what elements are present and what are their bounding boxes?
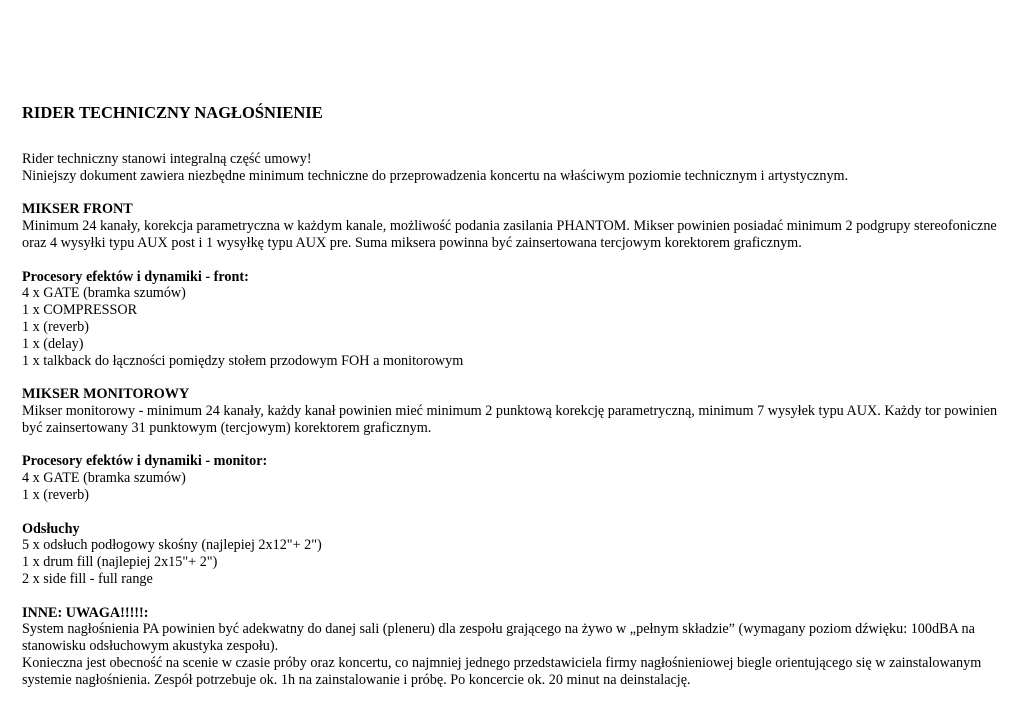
- intro-section: [22, 151, 1012, 185]
- list-item: 1 x talkback do łączności pomiędzy stołem przodowym FOH a monitorowym: [22, 352, 464, 369]
- mikser-front-heading: MIKSER FRONT: [22, 201, 133, 218]
- list-item: 1 x drum fill (najlepiej 2x15"+ 2"): [22, 554, 218, 571]
- intro-line-2: Niniejszy dokument zawiera niezbędne minimum techniczne do przeprowadzenia koncertu na właściwym poziomie technicznym i artystycznym.: [22, 167, 849, 184]
- list-item: 5 x odsłuch podłogowy skośny (najlepiej 2x12"+ 2"): [22, 537, 322, 554]
- list-item: 1 x (delay): [22, 335, 84, 352]
- inne-section: [22, 605, 1012, 689]
- list-item: 4 x GATE (bramka szumów): [22, 285, 186, 302]
- mikser-front-text: Minimum 24 kanały, korekcja parametryczna w każdym kanale, możliwość podania zasilania PHANTOM. Mikser powinien posiadać minimum 2 podgrupy stereofoniczne oraz 4 wysyłki typu AUX post i 1 wysyłkę typu AUX pre. Suma miksera powinna być zainsertowana tercjowym korektorem graficznym.: [22, 218, 997, 251]
- list-item: 4 x GATE (bramka szumów): [22, 470, 186, 487]
- odsluchy-heading: Odsłuchy: [22, 520, 80, 537]
- procesory-monitor-section: [22, 453, 1012, 503]
- list-item: 1 x COMPRESSOR: [22, 302, 138, 319]
- procesory-front-section: [22, 269, 1012, 370]
- mikser-monitorowy-heading: MIKSER MONITOROWY: [22, 386, 190, 403]
- procesory-front-heading: Procesory efektów i dynamiki - front:: [22, 268, 249, 285]
- mikser-front-section: [22, 201, 1012, 251]
- list-item: 1 x (reverb): [22, 486, 89, 503]
- mikser-monitorowy-text: Mikser monitorowy - minimum 24 kanały, każdy kanał powinien mieć minimum 2 punktową korekcję parametryczną, minimum 7 wysyłek typu AUX. Każdy tor powinien być zainsertowany 31 punktowym (tercjowym) korektorem graficznym.: [22, 402, 998, 436]
- document-title: RIDER TECHNICZNY NAGŁOŚNIENIE: [22, 103, 323, 122]
- inne-paragraph-1: System nagłośnienia PA powinien być adekwatny do danej sali (pleneru) dla zespołu grającego na żywo w „pełnym składzie” (wymagany poziom dźwięku: 100dBA na stanowisku odsłuchowym akustyka zespołu).: [22, 621, 975, 655]
- document-page: [22, 103, 1012, 689]
- list-item: 1 x (reverb): [22, 318, 89, 335]
- intro-line-1: Rider techniczny stanowi integralną część umowy!: [22, 151, 312, 167]
- procesory-monitor-heading: Procesory efektów i dynamiki - monitor:: [22, 453, 268, 470]
- inne-heading: INNE: UWAGA!!!!!:: [22, 604, 149, 621]
- inne-paragraph-2: Konieczna jest obecność na scenie w czasie próby oraz koncertu, co najmniej jednego przedstawiciela firmy nagłośnieniowej biegle orientującego się w zainstalowanym systemie nagłośnienia. Zespół potrzebuje ok. 1h na zainstalowanie i próbę. Po koncercie ok. 20 minut na deinstalację.: [22, 654, 982, 688]
- odsluchy-section: [22, 521, 1012, 588]
- list-item: 2 x side fill - full range: [22, 570, 153, 587]
- mikser-monitorowy-section: [22, 386, 1012, 436]
